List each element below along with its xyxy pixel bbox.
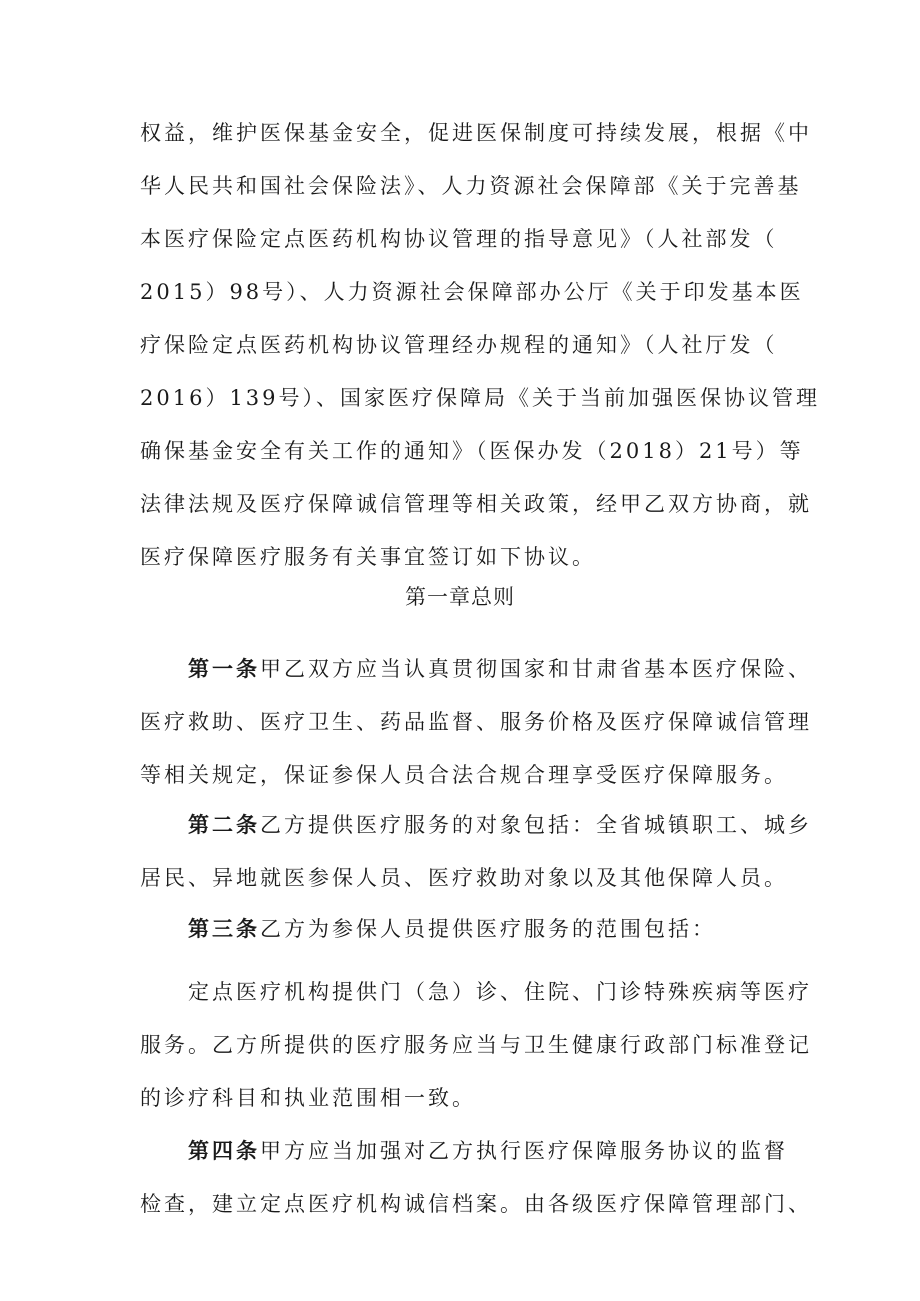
article-4-label: 第四条 [188,1138,260,1163]
preamble-line-6: 2016）139号）、国家医疗保障局《关于当前加强医保协议管理 [140,386,821,410]
preamble-line-2: 华人民共和国社会保险法》、人力资源社会保障部《关于完善基 [140,174,802,198]
preamble-line-4: 2015）98号）、人力资源社会保障部办公厅《关于印发基本医 [140,280,804,304]
article-2 [188,810,812,840]
article-1-line-3: 等相关规定，保证参保人员合法合规合理享受医疗保障服务。 [140,763,788,787]
preamble-line-7: 确保基金安全有关工作的通知》（医保办发（2018）21号）等 [140,439,804,463]
preamble-line-1: 权益，维护医保基金安全，促进医保制度可持续发展，根据《中 [140,121,812,145]
article-1-line-2: 医疗救助、医疗卫生、药品监督、服务价格及医疗保障诚信管理 [140,710,812,734]
article-3-text: 乙方为参保人员提供医疗服务的范围包括： [260,917,716,941]
article-3 [188,914,716,944]
article-1-text: 甲乙双方应当认真贯彻国家和甘肃省基本医疗保险、 [260,657,812,681]
preamble-line-9: 医疗保障医疗服务有关事宜签订如下协议。 [140,545,596,569]
article-1 [188,654,812,684]
preamble-line-5: 疗保险定点医药机构协议管理经办规程的通知》（人社厅发（ [140,333,778,357]
chapter-title: 第一章总则 [405,585,515,609]
article-4-line-2: 检查，建立定点医疗机构诚信档案。由各级医疗保障管理部门、 [140,1192,812,1216]
preamble-line-3: 本医疗保险定点医药机构协议管理的指导意见》（人社部发（ [140,227,778,251]
article-2-text: 乙方提供医疗服务的对象包括：全省城镇职工、城乡 [260,813,812,837]
article-3-detail-line-3: 的诊疗科目和执业范围相一致。 [140,1086,476,1110]
article-2-label: 第二条 [188,812,260,837]
article-4 [188,1136,788,1166]
article-4-text: 甲方应当加强对乙方执行医疗保障服务协议的监督 [260,1139,788,1163]
article-3-detail-line-1: 定点医疗机构提供门（急）诊、住院、门诊特殊疾病等医疗 [188,980,812,1004]
article-3-label: 第三条 [188,916,260,941]
article-3-detail-line-2: 服务。乙方所提供的医疗服务应当与卫生健康行政部门标准登记 [140,1033,812,1057]
article-2-line-2: 居民、异地就医参保人员、医疗救助对象以及其他保障人员。 [140,866,788,890]
article-1-label: 第一条 [188,656,260,681]
preamble-line-8: 法律法规及医疗保障诚信管理等相关政策，经甲乙双方协商，就 [140,492,812,516]
